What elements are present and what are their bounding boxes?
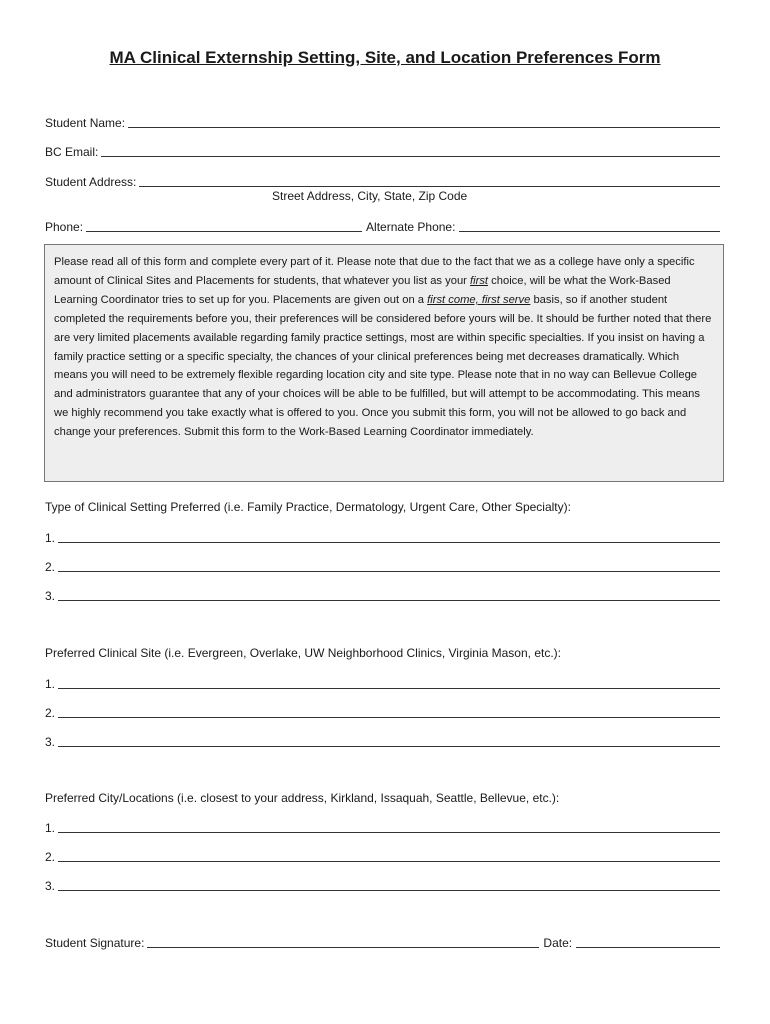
site-choice-2[interactable] [45, 704, 720, 720]
phone-label: Phone: [45, 220, 84, 234]
location-choice-2-number: 2. [45, 850, 56, 864]
site-choice-3-line[interactable] [58, 734, 720, 747]
alt-phone-label: Alternate Phone: [366, 220, 456, 234]
location-choice-1-line[interactable] [58, 820, 720, 833]
form-title [0, 48, 770, 68]
date-line[interactable] [576, 935, 720, 948]
signature-label: Student Signature: [45, 936, 145, 950]
form-title-text: MA Clinical Externship Setting, Site, and Location Preferences Form [109, 48, 661, 67]
bc-email-label: BC Email: [45, 145, 99, 159]
student-name-label: Student Name: [45, 116, 126, 130]
site-choice-1-line[interactable] [58, 676, 720, 689]
phone-row [45, 218, 720, 234]
site-choice-3-number: 3. [45, 735, 56, 749]
student-name-line[interactable] [128, 115, 720, 128]
setting-choice-1-number: 1. [45, 531, 56, 545]
date-label: Date: [543, 936, 573, 950]
student-address-field[interactable] [45, 173, 720, 189]
location-choice-2[interactable] [45, 848, 720, 864]
signature-line[interactable] [147, 935, 539, 948]
location-question: Preferred City/Locations (i.e. closest to your address, Kirkland, Issaquah, Seattle, Bellevue, etc.): [45, 791, 560, 805]
notice-part-1: Please read all of this form and complete every part of it. Please note that due to the fact that we as a college have only a specific amount of Clinical Sites and Placements for students, that whatever you list as your [54, 256, 695, 287]
bc-email-line[interactable] [101, 144, 720, 157]
alt-phone-line[interactable] [459, 219, 720, 232]
signature-row [45, 934, 720, 950]
setting-choice-3-line[interactable] [58, 588, 720, 601]
notice-emphasis-first: first [470, 274, 489, 287]
notice-part-2: choice, will be what the Work-Based Learning Coordinator tries to set up for you. Placements are given out on a [54, 274, 671, 306]
address-hint: Street Address, City, State, Zip Code [272, 189, 468, 203]
setting-choice-1[interactable] [45, 529, 720, 545]
student-address-label: Student Address: [45, 175, 137, 189]
notice-emphasis-first-come: first come, first serve [427, 293, 531, 306]
student-address-line[interactable] [139, 174, 720, 187]
site-choice-3[interactable] [45, 733, 720, 749]
setting-choice-2[interactable] [45, 558, 720, 574]
notice-part-3: basis, so if another student completed the requirements before you, their preferences will be considered before yours will be. It should be further noted that there are very limited placements available regarding family practice settings, most are within specific specialties. If you insist on having a family practice setting or a specific specialty, the chances of your clinical preferences being met decreases dramatically. Which means you will need to be extremely flexible regarding location city and site type. Please note that in no way can Bellevue College and administrators guarantee that any of your choices will be able to be fulfilled, but will attempt to be accommodating. This means we highly recommend you take exactly what is offered to you. Once you submit this form, you will not be allowed to go back and change your preferences. Submit this form to the Work-Based Learning Coordinator immediately. [54, 293, 712, 439]
setting-choice-3-number: 3. [45, 589, 56, 603]
student-name-field[interactable] [45, 114, 720, 130]
site-choice-2-number: 2. [45, 706, 56, 720]
setting-choice-1-line[interactable] [58, 530, 720, 543]
location-choice-2-line[interactable] [58, 849, 720, 862]
site-choice-2-line[interactable] [58, 705, 720, 718]
setting-choice-3[interactable] [45, 587, 720, 603]
setting-question: Type of Clinical Setting Preferred (i.e. Family Practice, Dermatology, Urgent Care, Other Specialty): [45, 500, 571, 514]
setting-choice-2-number: 2. [45, 560, 56, 574]
location-choice-1[interactable] [45, 819, 720, 835]
location-choice-3[interactable] [45, 877, 720, 893]
location-choice-1-number: 1. [45, 821, 56, 835]
phone-line[interactable] [86, 219, 362, 232]
notice-text [54, 253, 713, 442]
location-choice-3-line[interactable] [58, 878, 720, 891]
instructions-notice [44, 244, 724, 482]
site-choice-1-number: 1. [45, 677, 56, 691]
site-question: Preferred Clinical Site (i.e. Evergreen, Overlake, UW Neighborhood Clinics, Virginia Mason, etc.): [45, 646, 561, 660]
location-choice-3-number: 3. [45, 879, 56, 893]
bc-email-field[interactable] [45, 143, 720, 159]
site-choice-1[interactable] [45, 675, 720, 691]
setting-choice-2-line[interactable] [58, 559, 720, 572]
